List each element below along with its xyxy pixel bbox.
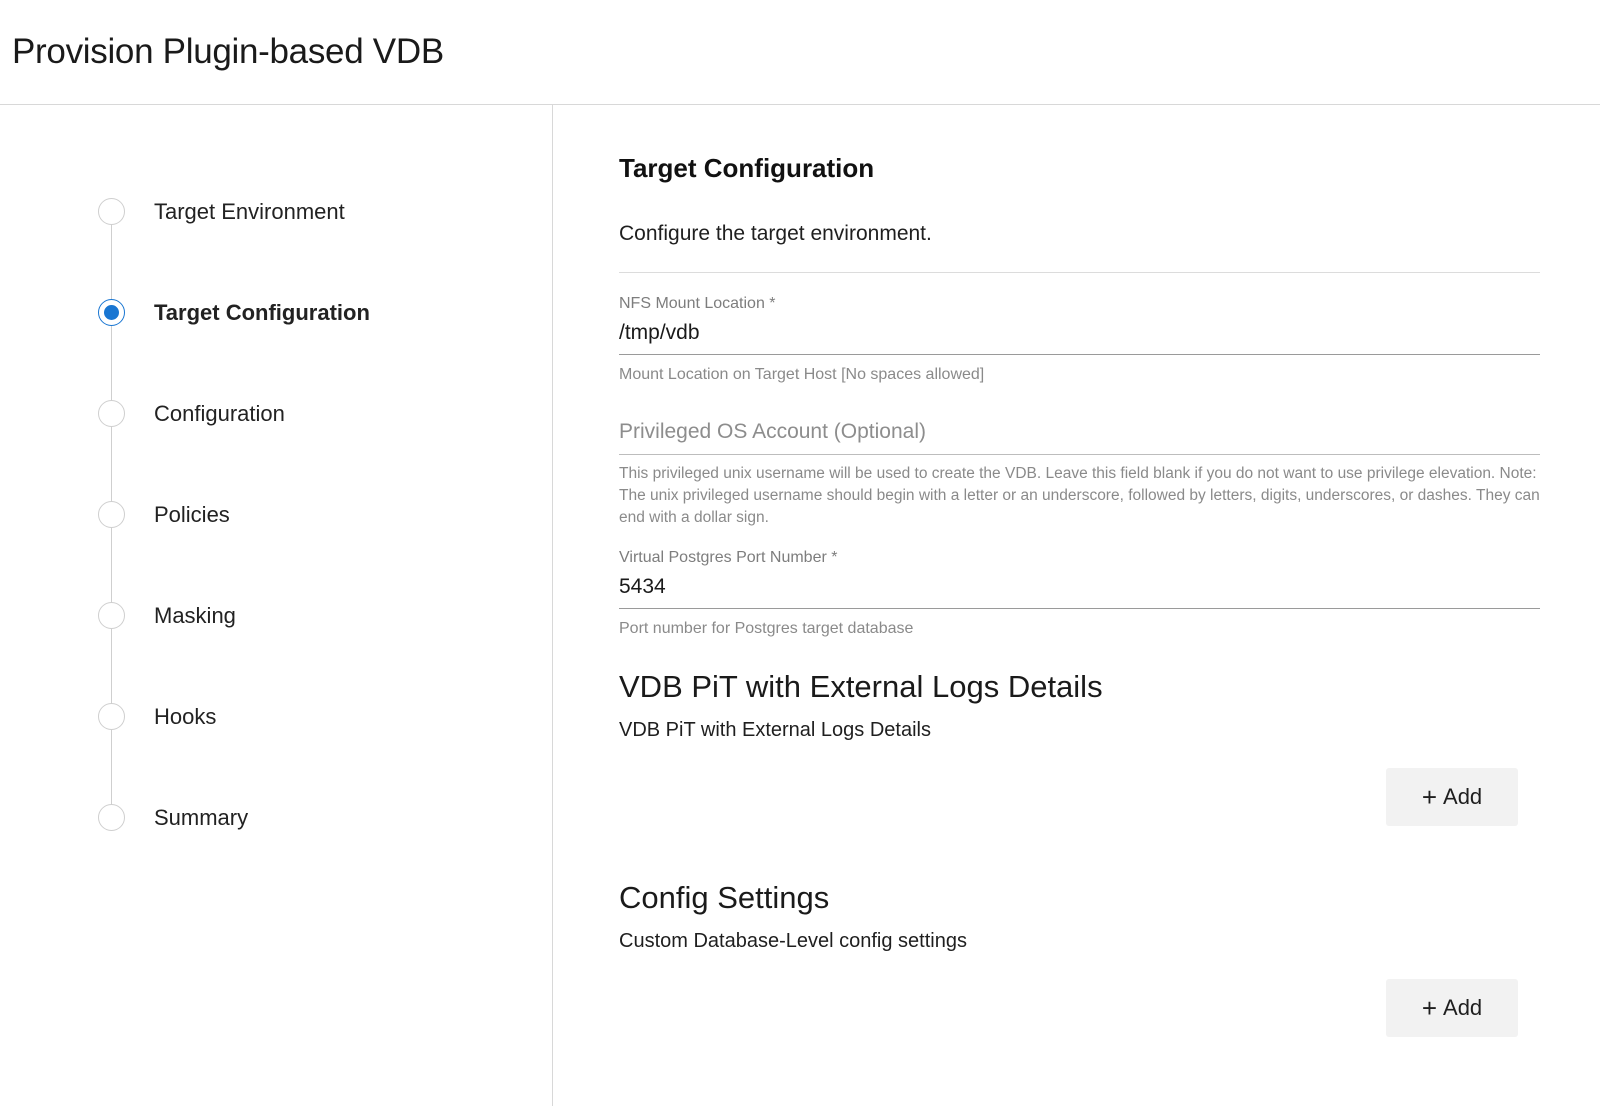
vdb-pit-add-label: Add [1443,784,1483,810]
divider [619,272,1540,273]
nfs-mount-location-label: NFS Mount Location * [619,295,776,312]
step-list [0,161,552,868]
config-settings-description: Custom Database-Level config settings [619,930,967,953]
wizard-stepper [0,105,553,1106]
config-settings-heading: Config Settings [619,880,830,916]
nfs-mount-location-hint: Mount Location on Target Host [No spaces allowed] [619,366,985,383]
page-header [0,0,1600,105]
plus-icon: + [1421,782,1438,813]
page-title: Provision Plugin-based VDB [12,32,444,71]
step-indicator-icon [98,703,125,730]
step-indicator-icon [98,602,125,629]
privileged-os-account-input[interactable]: Privileged OS Account (Optional) [619,420,1540,455]
vdb-pit-description: VDB PiT with External Logs Details [619,719,931,742]
section-title: Target Configuration [619,153,875,183]
config-settings-section [619,880,1540,1037]
privileged-os-account-field[interactable] [619,420,1540,529]
step-indicator-icon [98,400,125,427]
step-indicator-icon [98,198,125,225]
step-label: Masking [154,602,236,628]
step-policies[interactable] [0,464,552,565]
step-summary[interactable] [0,767,552,868]
config-settings-add-label: Add [1443,995,1483,1021]
step-target-environment[interactable] [0,161,552,262]
plus-icon: + [1421,993,1438,1024]
vdb-pit-heading: VDB PiT with External Logs Details [619,669,1103,705]
step-label: Summary [154,804,249,830]
vdb-pit-add-row [619,768,1540,826]
step-configuration[interactable] [0,363,552,464]
postgres-port-label: Virtual Postgres Port Number * [619,548,838,566]
config-settings-add-button[interactable] [1386,979,1518,1037]
nfs-mount-location-input[interactable]: /tmp/vdb [619,321,1540,355]
step-target-configuration[interactable] [0,262,552,363]
nfs-mount-location-field[interactable] [619,295,1540,386]
step-label: Target Configuration [154,299,370,325]
postgres-port-input[interactable]: 5434 [619,575,1540,609]
vdb-pit-external-logs-section [619,669,1540,826]
postgres-port-field[interactable] [619,549,1540,640]
step-label: Hooks [154,703,217,729]
spacer [619,826,1540,850]
step-masking[interactable] [0,565,552,666]
step-indicator-icon [98,804,125,831]
page-body [0,105,1600,1106]
postgres-port-hint: Port number for Postgres target database [619,619,914,637]
privileged-os-account-hint: This privileged unix username will be used to create the VDB. Leave this field blank if you do not want to use privilege elevation. Note: The unix privileged username should begin with a letter or an underscore, followed by letters, digits, underscores, or dashes. They can end with a dollar sign. [619,464,1540,526]
section-description: Configure the target environment. [619,222,932,245]
vdb-pit-add-button[interactable] [1386,768,1518,826]
step-label: Configuration [154,400,285,426]
step-label: Target Environment [154,198,345,224]
main-content [553,105,1600,1106]
config-settings-add-row [619,979,1540,1037]
step-indicator-icon [98,501,125,528]
step-hooks[interactable] [0,666,552,767]
step-label: Policies [154,501,230,527]
step-indicator-icon [98,299,125,326]
